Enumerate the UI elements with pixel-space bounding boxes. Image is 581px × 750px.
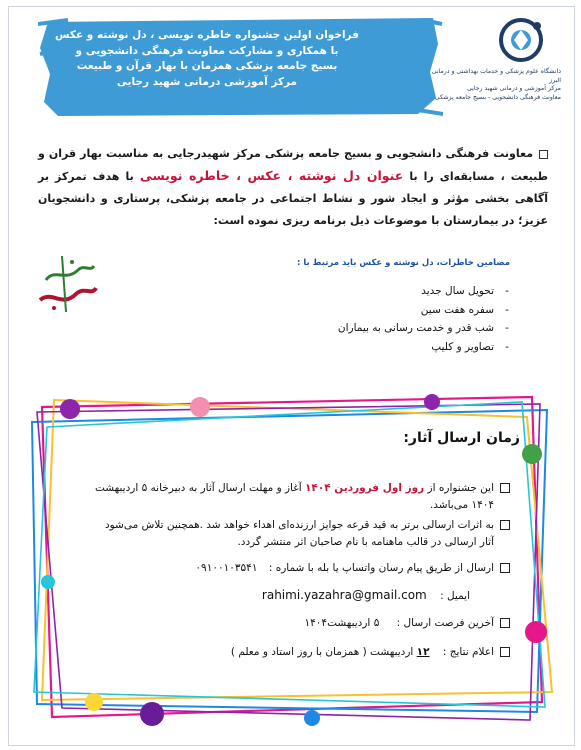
university-logo-icon: [496, 16, 546, 68]
checkbox-icon: [500, 483, 510, 493]
logo-line: دانشگاه علوم پزشکی و خدمات بهداشتی و درمانی البرز: [431, 68, 561, 84]
banner-line: بسیج جامعه پزشکی همزمان با بهار قرآن و طبیعت: [76, 60, 338, 72]
item3-label: ارسال از طریق پیام رسان واتساپ یا بله با شماره :: [268, 562, 494, 574]
list-item: [90, 517, 510, 551]
list-item: - تحویل سال جدید: [300, 282, 520, 301]
checkbox-icon: [500, 647, 510, 657]
list-item: [90, 480, 510, 514]
email-address: rahimi.yazahra@gmail.com: [261, 588, 427, 602]
email-label: ایمیل :: [440, 590, 470, 602]
results-day: ۱۲: [416, 646, 430, 658]
results-rest: اردیبهشت ( همزمان با روز استاد و معلم ): [230, 646, 417, 658]
topics-title: مضامین خاطرات، دل نوشته و عکس باید مرتبط با :: [296, 258, 510, 268]
logo-caption: [421, 68, 561, 102]
submission-title: زمان ارسال آثار:: [403, 430, 520, 446]
results-label: اعلام نتایج :: [442, 646, 494, 658]
banner-title: [42, 28, 372, 90]
checkbox-icon: [500, 563, 510, 573]
intro-paragraph: [38, 143, 548, 232]
checkbox-icon: [500, 520, 510, 530]
intro-text-2: با هدف تمرکز بر آگاهی بخشی مؤثر و ایجاد شور و نشاط اجتماعی در جامعه پزشکی، پرستاری و دانشجویان عزیز؛ در بیمارستان با موضوعات ذیل برنامه ریزی نموده است:: [38, 170, 548, 227]
deadline-label: آخرین فرصت ارسال :: [396, 617, 494, 629]
checkbox-icon: [500, 618, 510, 628]
deadline-value: ۵ اردیبهشت۱۴۰۴: [304, 617, 380, 629]
topics-list: [300, 282, 520, 356]
list-item: - تصاویر و کلیپ: [300, 338, 520, 357]
phone-number: ۰۹۱۰۰۱۰۳۵۴۱: [195, 562, 258, 574]
list-item: - شب قدر و خدمت رسانی به بیماران: [300, 319, 520, 338]
banner-line: با همکاری و مشارکت معاونت فرهنگی دانشجویی و: [75, 44, 339, 57]
item2-text: به اثرات ارسالی برتر به قید قرعه جوایز ارزنده‌ای اهداء خواهد شد .همچنین تلاش می‌شود آثار ارسالی در قالب ماهنامه با نام صاحبان اثر منتشر گردد.: [104, 519, 494, 548]
item1-date: روز اول فروردین ۱۴۰۴: [305, 482, 425, 494]
item1-a: این جشنواره از: [424, 482, 494, 494]
list-item: - سفره هفت سین: [300, 301, 520, 320]
basij-calligraphy-logo: [32, 250, 102, 318]
intro-highlight: عنوان دل نوشته ، عکس ، خاطره نویسی: [139, 168, 404, 183]
banner-line: مرکز آموزشی درمانی شهید رجایی: [116, 75, 298, 88]
list-item: [90, 560, 510, 577]
list-item: [90, 615, 510, 632]
bullet-square-icon: [539, 150, 548, 159]
email-row: [90, 587, 510, 605]
intro-text-1: معاونت فرهنگی دانشجویی و بسیج جامعه پزشکی مرکز شهیدرجایی به مناسبت بهار قران و طبیعت ، مسابقه‌ای را با: [38, 147, 548, 183]
submission-list: [90, 480, 510, 661]
logo-line: مرکز آموزشی و درمانی شهید رجایی: [466, 85, 561, 92]
list-item: [90, 644, 510, 661]
banner-line: فراخوان اولین جشنواره خاطره نویسی ، دل نوشته و عکس: [55, 29, 359, 41]
logo-line: معاونت فرهنگی دانشجویی - بسیج جامعه پزشکی: [434, 93, 561, 101]
item1-c: آغاز و مهلت ارسال آثار به دبیرخانه ۵ اردیبهشت ۱۴۰۴ می‌باشد.: [94, 482, 494, 511]
